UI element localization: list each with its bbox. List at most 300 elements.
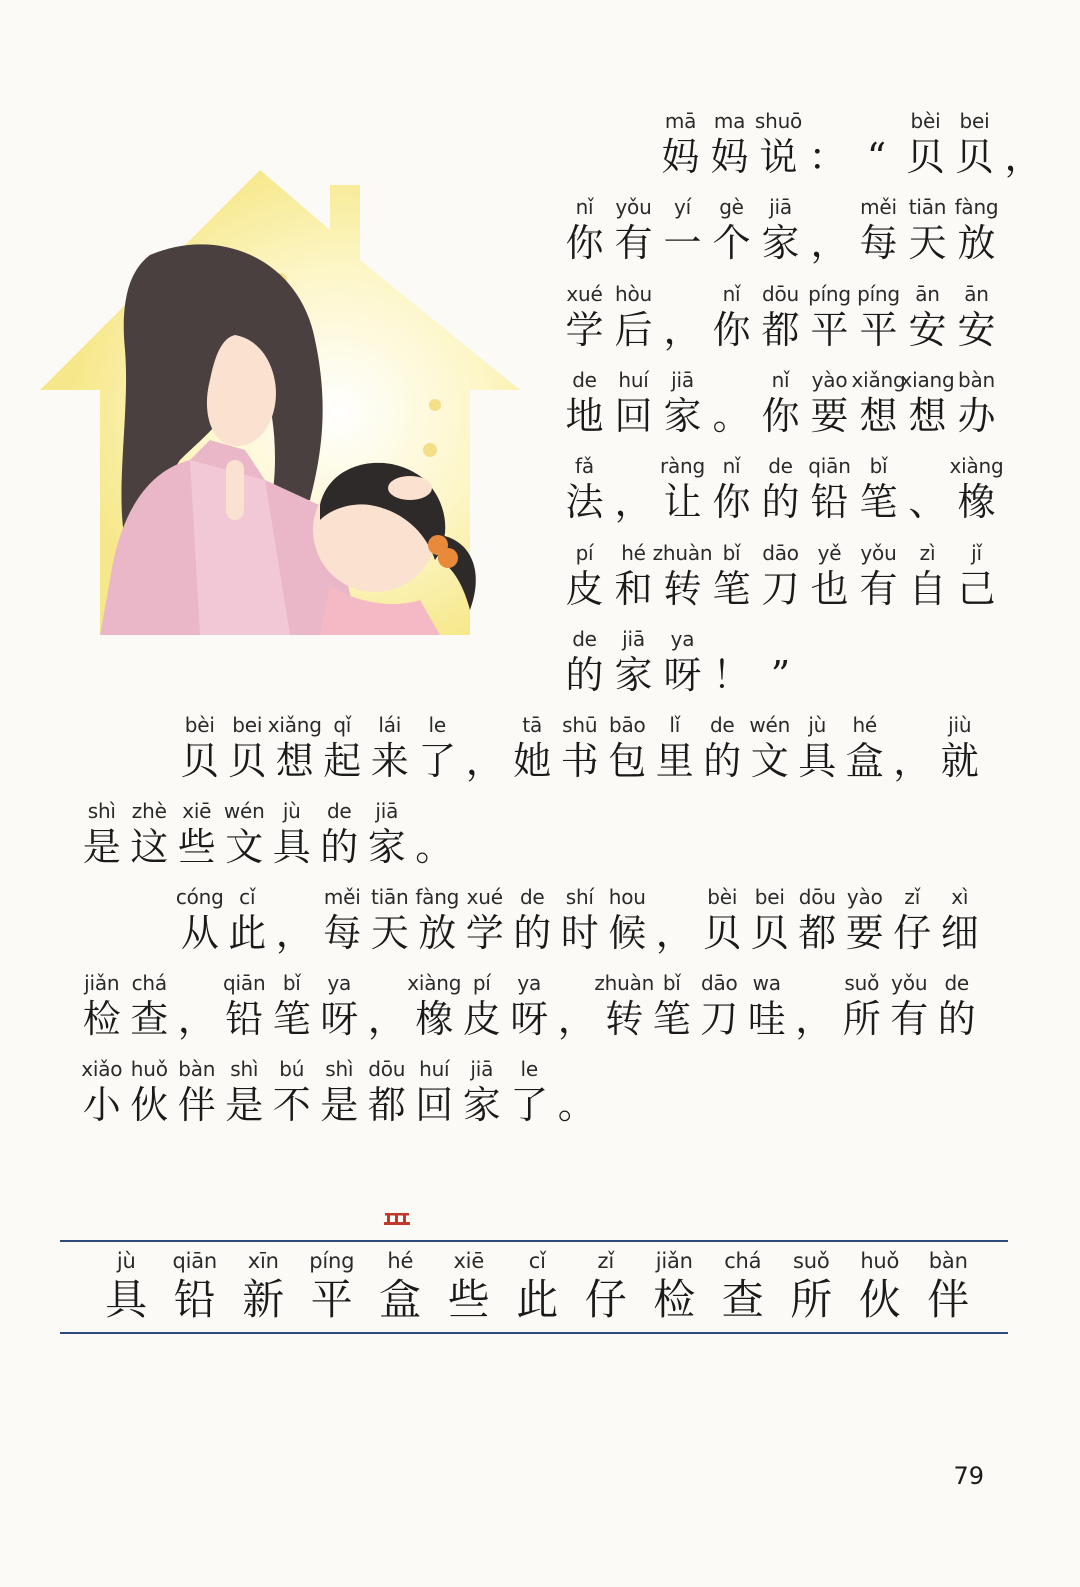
hanzi: 你 [565, 221, 604, 265]
pinyin: yǒu [891, 971, 928, 995]
pinyin: zì [919, 541, 936, 565]
pinyin-char [224, 884, 272, 956]
vocab-hanzi: 铅 [173, 1275, 216, 1324]
pinyin-char [699, 712, 747, 784]
text-line [560, 453, 1004, 525]
hanzi: 哇 [747, 997, 786, 1041]
vocab-bottom-rule [60, 1332, 1008, 1334]
pinyin-char [746, 884, 794, 956]
pinyin-char [756, 281, 805, 353]
hanzi: 皮 [565, 567, 604, 611]
pinyin: shuō [754, 109, 803, 133]
hanzi: 家 [663, 394, 702, 438]
hanzi: 办 [957, 394, 996, 438]
pinyin: yǒu [860, 541, 897, 565]
pinyin: jiā [769, 195, 792, 219]
punctuation [903, 453, 952, 525]
vocab-char [846, 1248, 915, 1326]
pinyin: xué [466, 885, 503, 909]
pinyin-char [509, 712, 557, 784]
hanzi: 从 [180, 911, 219, 955]
pinyin: měi [860, 195, 897, 219]
pinyin: píng [808, 282, 851, 306]
pinyin: jiā [375, 799, 399, 823]
pinyin: ya [327, 971, 352, 995]
hanzi: 贝 [906, 135, 945, 179]
pinyin-char [656, 108, 705, 180]
pinyin: lái [378, 713, 402, 737]
pinyin: huǒ [130, 1057, 168, 1081]
pinyin: bǐ [282, 971, 301, 995]
pinyin: jǐ [971, 541, 982, 565]
pinyin: de [326, 799, 352, 823]
hanzi: 家 [761, 221, 800, 265]
pinyin-char [363, 798, 411, 870]
hanzi: 学 [465, 911, 504, 955]
pinyin: xiǎng [267, 713, 322, 737]
text-line [176, 884, 984, 956]
pinyin-char [458, 970, 506, 1042]
hanzi: 具 [272, 825, 311, 869]
hanzi: 呀 [510, 997, 549, 1041]
pinyin-char [900, 367, 955, 439]
pinyin-char [78, 1056, 126, 1128]
vocab-pinyin: píng [309, 1249, 355, 1273]
punctuation [609, 453, 658, 525]
hanzi: 包 [608, 739, 647, 783]
pinyin-char [560, 281, 609, 353]
hanzi: 细 [940, 911, 979, 955]
pinyin: bèi [910, 109, 941, 133]
hanzi: ， [810, 221, 849, 265]
hanzi: 想 [908, 394, 947, 438]
pinyin-char [414, 884, 462, 956]
pinyin: hòu [615, 282, 652, 306]
pinyin: le [520, 1057, 538, 1081]
pinyin: zhè [131, 799, 167, 823]
hanzi: 铅 [225, 997, 264, 1041]
vocab-hanzi: 盒 [379, 1275, 422, 1324]
hanzi: 地 [565, 394, 604, 438]
pinyin: mā [664, 109, 697, 133]
hanzi: 文 [750, 739, 789, 783]
hanzi: 笔 [652, 997, 691, 1041]
pinyin-char [126, 970, 174, 1042]
pinyin-char [841, 712, 889, 784]
vocab-char [709, 1248, 778, 1326]
pinyin: gè [719, 195, 744, 219]
hanzi: 天 [370, 911, 409, 955]
hanzi: 转 [605, 997, 644, 1041]
pinyin: bàn [957, 368, 996, 392]
hanzi: 刀 [761, 567, 800, 611]
punctuation [803, 108, 852, 180]
hanzi: 铅 [810, 480, 849, 524]
vocab-char [298, 1248, 367, 1326]
pinyin: nǐ [575, 195, 594, 219]
hanzi: ， [557, 997, 596, 1041]
pinyin: dōu [798, 885, 836, 909]
pinyin-char [126, 798, 174, 870]
vocab-hanzi: 平 [310, 1275, 353, 1324]
text-line [78, 798, 458, 870]
pinyin-char [411, 1056, 459, 1128]
pinyin: shì [325, 1057, 354, 1081]
vocab-char [914, 1248, 983, 1326]
punctuation [411, 798, 459, 870]
pinyin-char [560, 367, 609, 439]
hanzi: 小 [82, 1083, 121, 1127]
pinyin-char [366, 884, 414, 956]
vocab-char [161, 1248, 230, 1326]
pinyin: bei [232, 713, 263, 737]
vocab-char [366, 1248, 435, 1326]
pinyin-char [743, 970, 791, 1042]
pinyin-char [268, 798, 316, 870]
hanzi: 你 [761, 394, 800, 438]
pinyin-char [78, 970, 126, 1042]
pinyin-char [176, 884, 224, 956]
pinyin-char [316, 798, 364, 870]
punctuation [707, 626, 756, 698]
hanzi: 己 [957, 567, 996, 611]
pinyin-char [609, 281, 658, 353]
hanzi: 是 [82, 825, 121, 869]
pinyin: qiān [808, 454, 851, 478]
vocab-hanzi: 伙 [858, 1275, 901, 1324]
vocab-hanzi: 查 [721, 1275, 764, 1324]
pinyin: bāo [608, 713, 646, 737]
pinyin-char [805, 281, 854, 353]
hanzi: 的 [565, 653, 604, 697]
hanzi: ， [614, 480, 653, 524]
pinyin-char [604, 712, 652, 784]
pinyin-char [889, 884, 937, 956]
hanzi: 都 [798, 911, 837, 955]
pinyin: jiā [470, 1057, 494, 1081]
vocab-hanzi: 检 [653, 1275, 696, 1324]
hanzi: ： [808, 135, 847, 179]
pinyin-char [903, 194, 952, 266]
hanzi: 呀 [320, 997, 359, 1041]
hanzi: 的 [761, 480, 800, 524]
pinyin: lǐ [669, 713, 681, 737]
hanzi: 、 [908, 480, 947, 524]
hanzi: 皮 [462, 997, 501, 1041]
pinyin: bèi [707, 885, 738, 909]
hanzi: 个 [712, 221, 751, 265]
pinyin: bèi [184, 713, 215, 737]
pinyin-char [805, 453, 854, 525]
punctuation [756, 626, 805, 698]
vocab-hanzi: 些 [447, 1275, 490, 1324]
pinyin: chá [131, 971, 167, 995]
vocab-pinyin: xīn [247, 1249, 279, 1273]
pinyin-char [176, 712, 224, 784]
hanzi: 起 [323, 739, 362, 783]
hanzi: “ [866, 135, 887, 179]
hanzi: 此 [228, 911, 267, 955]
hanzi: 笔 [712, 567, 751, 611]
pinyin: cóng [175, 885, 224, 909]
pinyin-char [756, 540, 805, 612]
hanzi: 橡 [957, 480, 996, 524]
vocab-hanzi: 新 [242, 1275, 285, 1324]
hanzi: 橡 [415, 997, 454, 1041]
pinyin: pí [472, 971, 491, 995]
vocab-char [92, 1248, 161, 1326]
pinyin-char [707, 453, 756, 525]
pinyin-char [173, 798, 221, 870]
pinyin-char [556, 884, 604, 956]
hanzi: 后 [614, 308, 653, 352]
pinyin: wa [752, 971, 781, 995]
pinyin: hou [608, 885, 646, 909]
hanzi: 法 [565, 480, 604, 524]
section-marker-icon [384, 1213, 410, 1225]
hanzi: 放 [957, 221, 996, 265]
punctuation [658, 281, 707, 353]
pinyin-char [506, 970, 554, 1042]
pinyin-char [933, 970, 981, 1042]
vocab-char [777, 1248, 846, 1326]
pinyin-char [126, 1056, 174, 1128]
pinyin: shì [87, 799, 116, 823]
pinyin-char [854, 194, 903, 266]
pinyin-char [696, 970, 744, 1042]
pinyin-char [851, 367, 906, 439]
pinyin-char [936, 884, 984, 956]
punctuation [461, 712, 509, 784]
vocab-pinyin: jiǎn [655, 1249, 693, 1273]
punctuation [852, 108, 901, 180]
pinyin: xiǎo [81, 1057, 123, 1081]
hanzi: 要 [810, 394, 849, 438]
text-line [560, 281, 1001, 353]
pinyin-char [363, 1056, 411, 1128]
hanzi: ” [770, 653, 791, 697]
pinyin: ān [915, 282, 940, 306]
hanzi: 伙 [130, 1083, 169, 1127]
pinyin-char [78, 798, 126, 870]
hanzi: ， [1004, 135, 1043, 179]
vocab-char [640, 1248, 709, 1326]
hanzi: 检 [82, 997, 121, 1041]
pinyin: tā [522, 713, 543, 737]
hanzi: 就 [940, 739, 979, 783]
pinyin-char [268, 970, 316, 1042]
pinyin-char [658, 194, 707, 266]
hanzi: 一 [663, 221, 702, 265]
hanzi: 学 [565, 308, 604, 352]
pinyin: yě [817, 541, 842, 565]
vocab-pinyin: huǒ [860, 1249, 900, 1273]
pinyin: dōu [761, 282, 799, 306]
vocab-hanzi: 此 [516, 1275, 559, 1324]
text-line [78, 1056, 601, 1128]
pinyin-char [609, 367, 658, 439]
hanzi: 查 [130, 997, 169, 1041]
vocab-pinyin: cǐ [528, 1249, 546, 1273]
hanzi: 家 [367, 825, 406, 869]
pinyin-char [952, 281, 1001, 353]
pinyin: qiān [223, 971, 266, 995]
hanzi: 妈 [661, 135, 700, 179]
hanzi: ， [663, 308, 702, 352]
hanzi: 平 [810, 308, 849, 352]
pinyin: wén [749, 713, 791, 737]
text-line [560, 626, 805, 698]
hanzi: ， [795, 997, 834, 1041]
hanzi: ， [275, 911, 314, 955]
pinyin-char [805, 540, 854, 612]
hanzi: 伴 [177, 1083, 216, 1127]
pinyin: ràng [659, 454, 706, 478]
hanzi: ， [893, 739, 932, 783]
hanzi: 里 [655, 739, 694, 783]
pinyin-char [936, 712, 984, 784]
pinyin-char [560, 194, 609, 266]
hanzi: 也 [810, 567, 849, 611]
vocab-pinyin: bàn [928, 1249, 968, 1273]
pinyin-char [221, 970, 269, 1042]
pinyin: zhuàn [594, 971, 655, 995]
hanzi: 所 [842, 997, 881, 1041]
pinyin-char [407, 970, 462, 1042]
pinyin: tiān [908, 195, 947, 219]
pinyin: jiā [671, 368, 694, 392]
pinyin-char [854, 281, 903, 353]
punctuation [173, 970, 221, 1042]
pinyin-char [658, 626, 707, 698]
hanzi: 贝 [955, 135, 994, 179]
hanzi: 文 [225, 825, 264, 869]
hanzi: 。 [712, 394, 751, 438]
pinyin-char [594, 970, 655, 1042]
pinyin: hé [852, 713, 878, 737]
pinyin: bú [279, 1057, 305, 1081]
vocab-pinyin: qiān [172, 1249, 218, 1273]
pinyin: nǐ [722, 454, 741, 478]
vocab-pinyin: zǐ [597, 1249, 614, 1273]
pinyin-char [173, 1056, 221, 1128]
hanzi: 贝 [228, 739, 267, 783]
pinyin: huí [618, 368, 649, 392]
pinyin: shū [562, 713, 598, 737]
hanzi: 安 [957, 308, 996, 352]
pinyin: jù [808, 713, 827, 737]
hanzi: 了 [510, 1083, 549, 1127]
hanzi: 的 [703, 739, 742, 783]
punctuation [999, 108, 1048, 180]
pinyin-char [609, 626, 658, 698]
hanzi: 放 [418, 911, 457, 955]
pinyin: huí [419, 1057, 450, 1081]
punctuation [363, 970, 411, 1042]
hanzi: 回 [415, 1083, 454, 1127]
pinyin-char [458, 1056, 506, 1128]
hanzi: 贝 [750, 911, 789, 955]
pinyin: jiǎn [84, 971, 120, 995]
pinyin: pí [575, 541, 594, 565]
pinyin: de [519, 885, 545, 909]
pinyin: xiang [900, 368, 955, 392]
pinyin: jiā [622, 627, 645, 651]
pinyin-char [461, 884, 509, 956]
pinyin: xì [951, 885, 969, 909]
pinyin-char [794, 712, 842, 784]
hanzi: 想 [275, 739, 314, 783]
vocab-char [503, 1248, 572, 1326]
hanzi: 时 [560, 911, 599, 955]
hanzi: 家 [614, 653, 653, 697]
hanzi: 刀 [700, 997, 739, 1041]
pinyin-char [952, 194, 1001, 266]
pinyin: shí [565, 885, 594, 909]
pinyin-char [950, 108, 999, 180]
punctuation [791, 970, 839, 1042]
pinyin-char [560, 540, 609, 612]
pinyin: bei [959, 109, 990, 133]
hanzi: 要 [845, 911, 884, 955]
hanzi: 都 [761, 308, 800, 352]
hanzi: 这 [130, 825, 169, 869]
pinyin: bǐ [662, 971, 681, 995]
punctuation [553, 1056, 601, 1128]
hanzi: 让 [663, 480, 702, 524]
pinyin: suǒ [844, 971, 880, 995]
hanzi: 天 [908, 221, 947, 265]
pinyin-char [609, 194, 658, 266]
pinyin-char [705, 108, 754, 180]
vocab-hanzi: 所 [790, 1275, 833, 1324]
hanzi: ， [367, 997, 406, 1041]
text-line [78, 970, 981, 1042]
pinyin-char [506, 1056, 554, 1128]
pinyin-char [952, 540, 1001, 612]
pinyin-char [604, 884, 652, 956]
pinyin-char [707, 540, 756, 612]
pinyin-char [651, 712, 699, 784]
pinyin-char [746, 712, 794, 784]
pinyin-char [903, 540, 952, 612]
pinyin: xiàng [949, 454, 1004, 478]
hanzi: 书 [560, 739, 599, 783]
hanzi: ， [655, 911, 694, 955]
hanzi: 候 [608, 911, 647, 955]
pinyin-char [707, 281, 756, 353]
pinyin-char [652, 540, 713, 612]
pinyin-char [756, 367, 805, 439]
pinyin-char [658, 367, 707, 439]
pinyin-char [316, 970, 364, 1042]
hanzi: 有 [890, 997, 929, 1041]
punctuation [805, 194, 854, 266]
pinyin: bǐ [722, 541, 741, 565]
punctuation [889, 712, 937, 784]
pinyin-char [903, 281, 952, 353]
pinyin-char [754, 108, 803, 180]
vocab-char [572, 1248, 641, 1326]
pinyin: fàng [415, 885, 460, 909]
vocab-char [435, 1248, 504, 1326]
hanzi: 安 [908, 308, 947, 352]
pinyin: píng [857, 282, 900, 306]
pinyin: de [709, 713, 735, 737]
pinyin: nǐ [722, 282, 741, 306]
hanzi: 不 [272, 1083, 311, 1127]
hanzi: 笔 [272, 997, 311, 1041]
